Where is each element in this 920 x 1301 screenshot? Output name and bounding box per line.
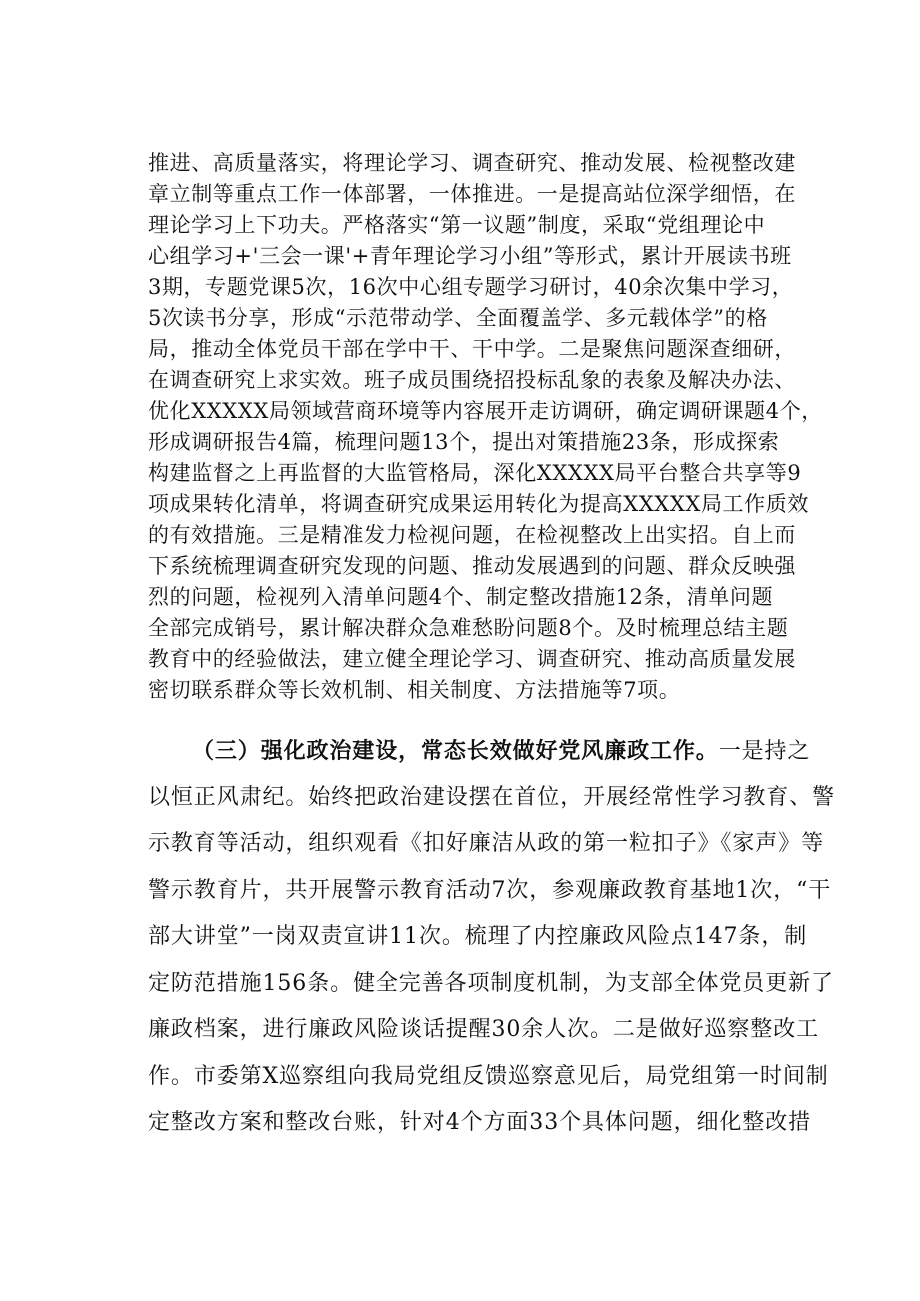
text-line: 构建监督之上再监督的大监管格局，深化XXXXX局平台整合共享等9 xyxy=(148,461,802,485)
text-line: 全部完成销号，累计解决群众急难愁盼问题8个。及时梳理总结主题 xyxy=(148,616,789,640)
text-line: 作。市委第X巡察组向我局党组反馈巡察意见后，局党组第一时间制 xyxy=(148,1063,829,1089)
text-line: 章立制等重点工作一体部署，一体推进。一是提高站位深学细悟，在 xyxy=(148,182,796,206)
text-line: 部大讲堂”一岗双责宣讲11次。梳理了内控廉政风险点147条，制 xyxy=(148,924,808,949)
text-line: 的有效措施。三是精准发力检视问题，在检视整改上出实招。自上而 xyxy=(148,523,796,547)
text-line: 5次读书分享，形成“示范带动学、全面覆盖学、多元载体学”的格 xyxy=(148,306,768,330)
text-line: 教育中的经验做法，建立健全理论学习、调查研究、推动高质量发展 xyxy=(148,647,796,671)
text-line: 以恒正风肃纪。始终把政治建设摆在首位，开展经常性学习教育、警 xyxy=(148,784,836,810)
text-line: 推进、高质量落实，将理论学习、调查研究、推动发展、检视整改建 xyxy=(148,151,796,175)
text-line: 理论学习上下功夫。严格落实“第一议题”制度，采取“党组理论中 xyxy=(148,213,766,237)
section-heading: （三）强化政治建设，常态长效做好党风廉政工作。 xyxy=(192,738,719,764)
text-line: 廉政档案，进行廉政风险谈话提醒30余人次。二是做好巡察整改工 xyxy=(148,1017,819,1042)
text-line: 下系统梳理调查研究发现的问题、推动发展遇到的问题、群众反映强 xyxy=(148,554,796,578)
text-line: 烈的问题，检视列入清单问题4个、制定整改措施12条，清单问题 xyxy=(148,585,774,609)
text-line: 定防范措施156条。健全完善各项制度机制，为支部全体党员更新了 xyxy=(148,970,834,996)
text-line: 形成调研报告4篇，梳理问题13个，提出对策措施23条，形成探索 xyxy=(148,430,780,454)
heading-continuation: 一是持之 xyxy=(718,739,811,764)
section-first-line xyxy=(148,728,828,775)
text-line: 定整改方案和整改台账，针对4个方面33个具体问题，细化整改措 xyxy=(148,1110,811,1135)
text-line: 心组学习+'三会一课'+青年理论学习小组”等形式，累计开展读书班 xyxy=(148,244,792,268)
body-paragraph xyxy=(148,148,828,706)
text-line: 在调查研究上求实效。班子成员围绕招投标乱象的表象及解决办法、 xyxy=(148,368,796,392)
text-line: 局，推动全体党员干部在学中干、干中学。二是聚焦问题深查细研， xyxy=(148,337,796,361)
text-line: 优化XXXXX局领域营商环境等内容展开走访调研，确定调研课题4个， xyxy=(148,399,823,423)
text-line: 项成果转化清单，将调查研究成果运用转化为提高XXXXX局工作质效 xyxy=(148,492,809,516)
text-line: 密切联系群众等长效机制、相关制度、方法措施等7项。 xyxy=(148,678,681,702)
text-line: 3期，专题党课5次，16次中心组专题学习研讨，40余次集中学习， xyxy=(148,275,794,299)
text-line: 示教育等活动，组织观看《扣好廉洁从政的第一粒扣子》《家声》等 xyxy=(148,831,825,856)
section-paragraph xyxy=(148,728,836,1147)
text-line: 警示教育片，共开展警示教育活动7次，参观廉政教育基地1次，“干 xyxy=(148,877,832,903)
